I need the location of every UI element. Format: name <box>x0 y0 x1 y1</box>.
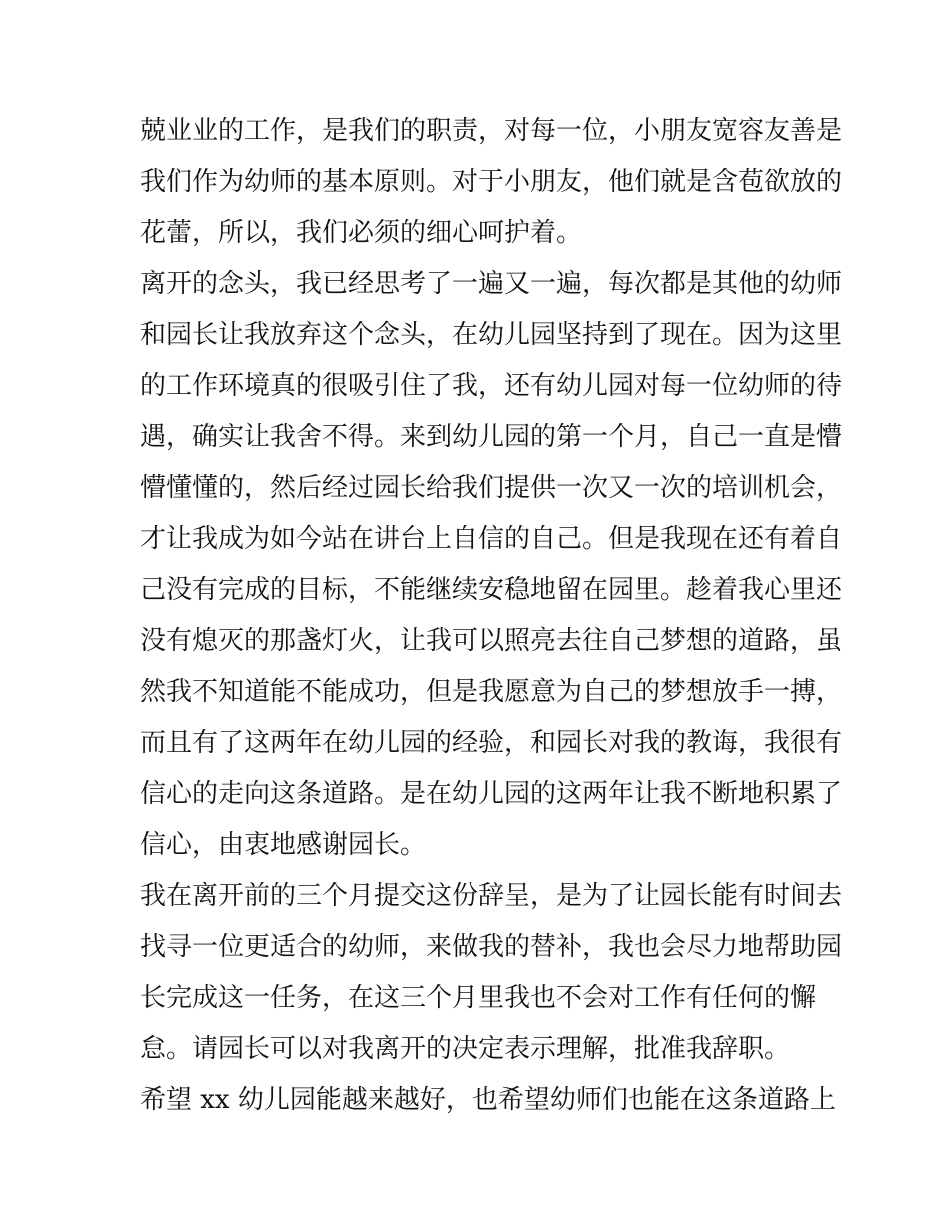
text-line-6: 的工作环境真的很吸引住了我，还有幼儿园对每一位幼师的待 <box>140 371 843 401</box>
text-line-16: 我在离开前的三个月提交这份辞呈，是为了让园长能有时间去 <box>140 881 843 911</box>
text-line-1: 兢业业的工作，是我们的职责，对每一位，小朋友宽容友善是 <box>140 116 843 146</box>
text-line-18: 长完成这一任务，在这三个月里我也不会对工作有任何的懈 <box>140 983 817 1013</box>
text-line-8: 懵懂懂的，然后经过园长给我们提供一次又一次的培训机会， <box>140 473 843 503</box>
text-line-20: 希望 xx 幼儿园能越来越好，也希望幼师们也能在这条道路上 <box>140 1085 836 1115</box>
text-line-5: 和园长让我放弃这个念头，在幼儿园坚持到了现在。因为这里 <box>140 320 843 350</box>
text-line-17: 找寻一位更适合的幼师，来做我的替补，我也会尽力地帮助园 <box>140 932 843 962</box>
text-line-13: 而且有了这两年在幼儿园的经验，和园长对我的教诲，我很有 <box>140 728 843 758</box>
text-line-4: 离开的念头，我已经思考了一遍又一遍，每次都是其他的幼师 <box>140 269 843 299</box>
text-line-19: 怠。请园长可以对我离开的决定表示理解，批准我辞职。 <box>140 1034 791 1064</box>
text-line-14: 信心的走向这条道路。是在幼儿园的这两年让我不断地积累了 <box>140 779 843 809</box>
text-line-3: 花蕾，所以，我们必须的细心呵护着。 <box>140 218 583 248</box>
text-line-15: 信心，由衷地感谢园长。 <box>140 830 427 860</box>
text-line-12: 然我不知道能不能成功，但是我愿意为自己的梦想放手一搏， <box>140 677 843 707</box>
text-line-9: 才让我成为如今站在讲台上自信的自己。但是我现在还有着自 <box>140 524 843 554</box>
text-line-10: 己没有完成的目标，不能继续安稳地留在园里。趁着我心里还 <box>140 575 843 605</box>
text-line-11: 没有熄灭的那盏灯火，让我可以照亮去往自己梦想的道路，虽 <box>140 626 843 656</box>
document-body <box>140 106 843 1126</box>
text-line-2: 我们作为幼师的基本原则。对于小朋友，他们就是含苞欲放的 <box>140 167 843 197</box>
text-line-7: 遇，确实让我舍不得。来到幼儿园的第一个月，自己一直是懵 <box>140 422 843 452</box>
